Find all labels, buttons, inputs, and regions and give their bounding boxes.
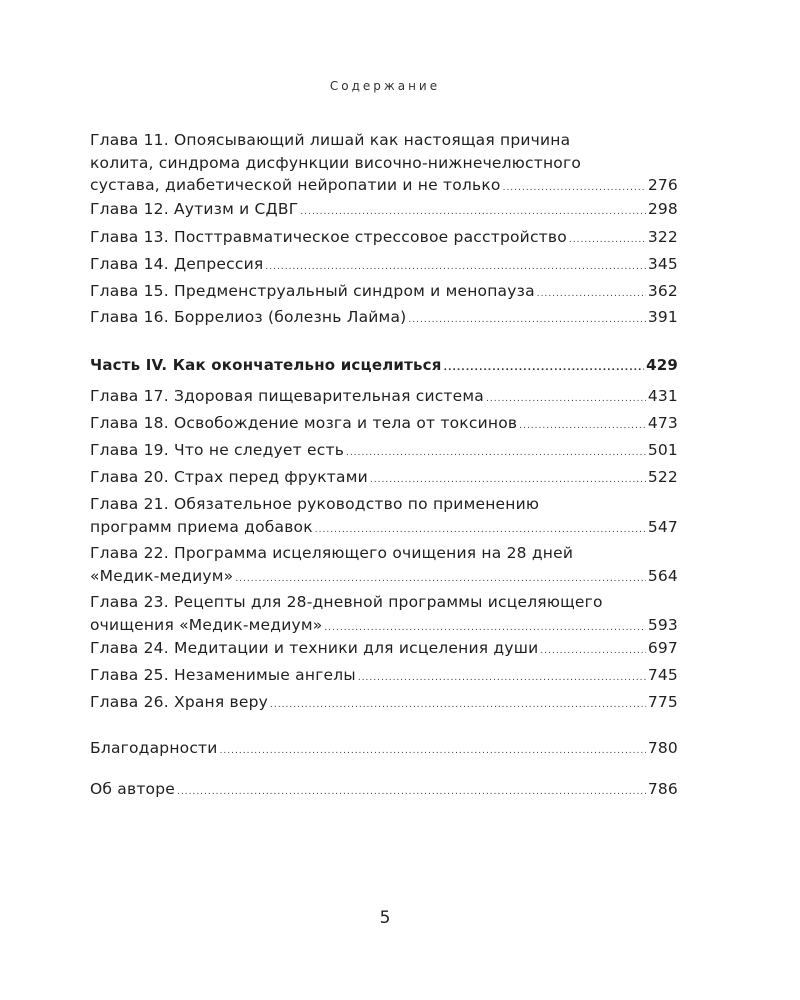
dot-leader bbox=[346, 442, 646, 465]
page-number: 501 bbox=[647, 441, 678, 459]
entry-title-line: Часть IV. Как окончательно исцелиться bbox=[90, 356, 442, 374]
page-number: 547 bbox=[647, 517, 678, 536]
page-number: 473 bbox=[647, 414, 678, 432]
entry-title-line: Глава 21. Обязательное руководство по применению bbox=[90, 495, 540, 513]
entry-title-line: Глава 16. Боррелиоз (болезнь Лайма) bbox=[90, 308, 407, 326]
toc-entry-part-4 bbox=[90, 354, 678, 380]
page-number: 431 bbox=[647, 387, 678, 405]
dot-leader bbox=[177, 781, 646, 804]
toc-entry-chapter-19 bbox=[90, 439, 678, 465]
dot-leader bbox=[235, 568, 646, 591]
page-number: 564 bbox=[647, 566, 678, 585]
toc-entry-chapter-13 bbox=[90, 226, 678, 252]
toc-entry-acknowledgements bbox=[90, 737, 678, 763]
page-number: 322 bbox=[647, 228, 678, 246]
dot-leader bbox=[358, 667, 646, 690]
entry-title-line: Глава 15. Предменструальный синдром и менопауза bbox=[90, 282, 535, 300]
page-number: 298 bbox=[647, 200, 678, 218]
entry-title-line: программ приема добавок bbox=[90, 517, 313, 536]
entry-title-line: Глава 13. Посттравматическое стрессовое расстройство bbox=[90, 228, 567, 246]
dot-leader bbox=[370, 469, 646, 492]
page-folio: 5 bbox=[379, 908, 391, 928]
entry-title-line: Глава 25. Незаменимые ангелы bbox=[90, 666, 356, 684]
toc-entry-chapter-15 bbox=[90, 280, 678, 306]
page-number: 522 bbox=[647, 468, 678, 486]
dot-leader bbox=[300, 201, 645, 224]
entry-title-line: Глава 20. Страх перед фруктами bbox=[90, 468, 368, 486]
toc-entry-chapter-11 bbox=[90, 129, 678, 200]
entry-title-line: Глава 11. Опоясывающий лишай как настоящая причина bbox=[90, 131, 571, 149]
page-number: 429 bbox=[646, 356, 678, 374]
page-number: 786 bbox=[647, 780, 678, 798]
dot-leader bbox=[444, 357, 644, 380]
toc-entry-chapter-18 bbox=[90, 412, 678, 438]
entry-title-line: Об авторе bbox=[90, 780, 176, 798]
page-number: 593 bbox=[647, 615, 678, 634]
entry-title-line: Глава 14. Депрессия bbox=[90, 255, 264, 273]
page-number: 780 bbox=[647, 739, 678, 757]
page-number: 745 bbox=[647, 666, 678, 684]
page-number: 775 bbox=[647, 693, 678, 711]
dot-leader bbox=[540, 640, 645, 663]
dot-leader bbox=[324, 617, 645, 640]
entry-title-line: «Медик-медиум» bbox=[90, 566, 234, 585]
page-number: 345 bbox=[647, 255, 678, 273]
page-number: 362 bbox=[647, 282, 678, 300]
entry-title-line: колита, синдрома дисфункции височно-нижнечелюстного bbox=[90, 153, 582, 172]
toc-entry-chapter-23 bbox=[90, 591, 678, 639]
dot-leader bbox=[408, 309, 645, 332]
page-number: 391 bbox=[647, 308, 678, 326]
toc-entry-chapter-12 bbox=[90, 198, 678, 224]
page-number: 697 bbox=[647, 639, 678, 657]
dot-leader bbox=[220, 740, 646, 763]
entry-title-line: Глава 22. Программа исцеляющего очищения на 28 дней bbox=[90, 544, 574, 562]
dot-leader bbox=[265, 256, 645, 279]
dot-leader bbox=[519, 415, 646, 438]
running-head: Содержание bbox=[329, 79, 441, 93]
toc-entry-chapter-16 bbox=[90, 306, 678, 332]
dot-leader bbox=[537, 283, 646, 306]
toc-entry-chapter-21 bbox=[90, 493, 678, 541]
toc-entry-about-author bbox=[90, 778, 678, 804]
page-number: 276 bbox=[647, 176, 678, 194]
entry-title-line: Глава 23. Рецепты для 28-дневной программы исцеляющего bbox=[90, 593, 603, 611]
toc-entry-chapter-25 bbox=[90, 664, 678, 690]
toc-entry-chapter-17 bbox=[90, 385, 678, 411]
dot-leader bbox=[569, 229, 646, 252]
toc-entry-chapter-22 bbox=[90, 542, 678, 590]
toc-entry-chapter-24 bbox=[90, 637, 678, 663]
toc-entry-chapter-26 bbox=[90, 691, 678, 717]
entry-title-line: сустава, диабетической нейропатии и не только bbox=[90, 176, 501, 194]
entry-title-line: очищения «Медик-медиум» bbox=[90, 615, 323, 634]
entry-title-line: Глава 26. Храня веру bbox=[90, 693, 269, 711]
entry-title-line: Глава 17. Здоровая пищеварительная система bbox=[90, 387, 484, 405]
entry-title-line: Глава 24. Медитации и техники для исцеления души bbox=[90, 639, 539, 657]
dot-leader bbox=[315, 519, 646, 542]
entry-title-line: Глава 12. Аутизм и СДВГ bbox=[90, 200, 299, 218]
dot-leader bbox=[503, 177, 646, 200]
dot-leader bbox=[486, 388, 646, 411]
toc-entry-chapter-20 bbox=[90, 466, 678, 492]
entry-title-line: Глава 19. Что не следует есть bbox=[90, 441, 345, 459]
entry-title-line: Глава 18. Освобождение мозга и тела от токсинов bbox=[90, 414, 518, 432]
entry-title-line: Благодарности bbox=[90, 739, 218, 757]
dot-leader bbox=[270, 694, 646, 717]
toc-entry-chapter-14 bbox=[90, 253, 678, 279]
